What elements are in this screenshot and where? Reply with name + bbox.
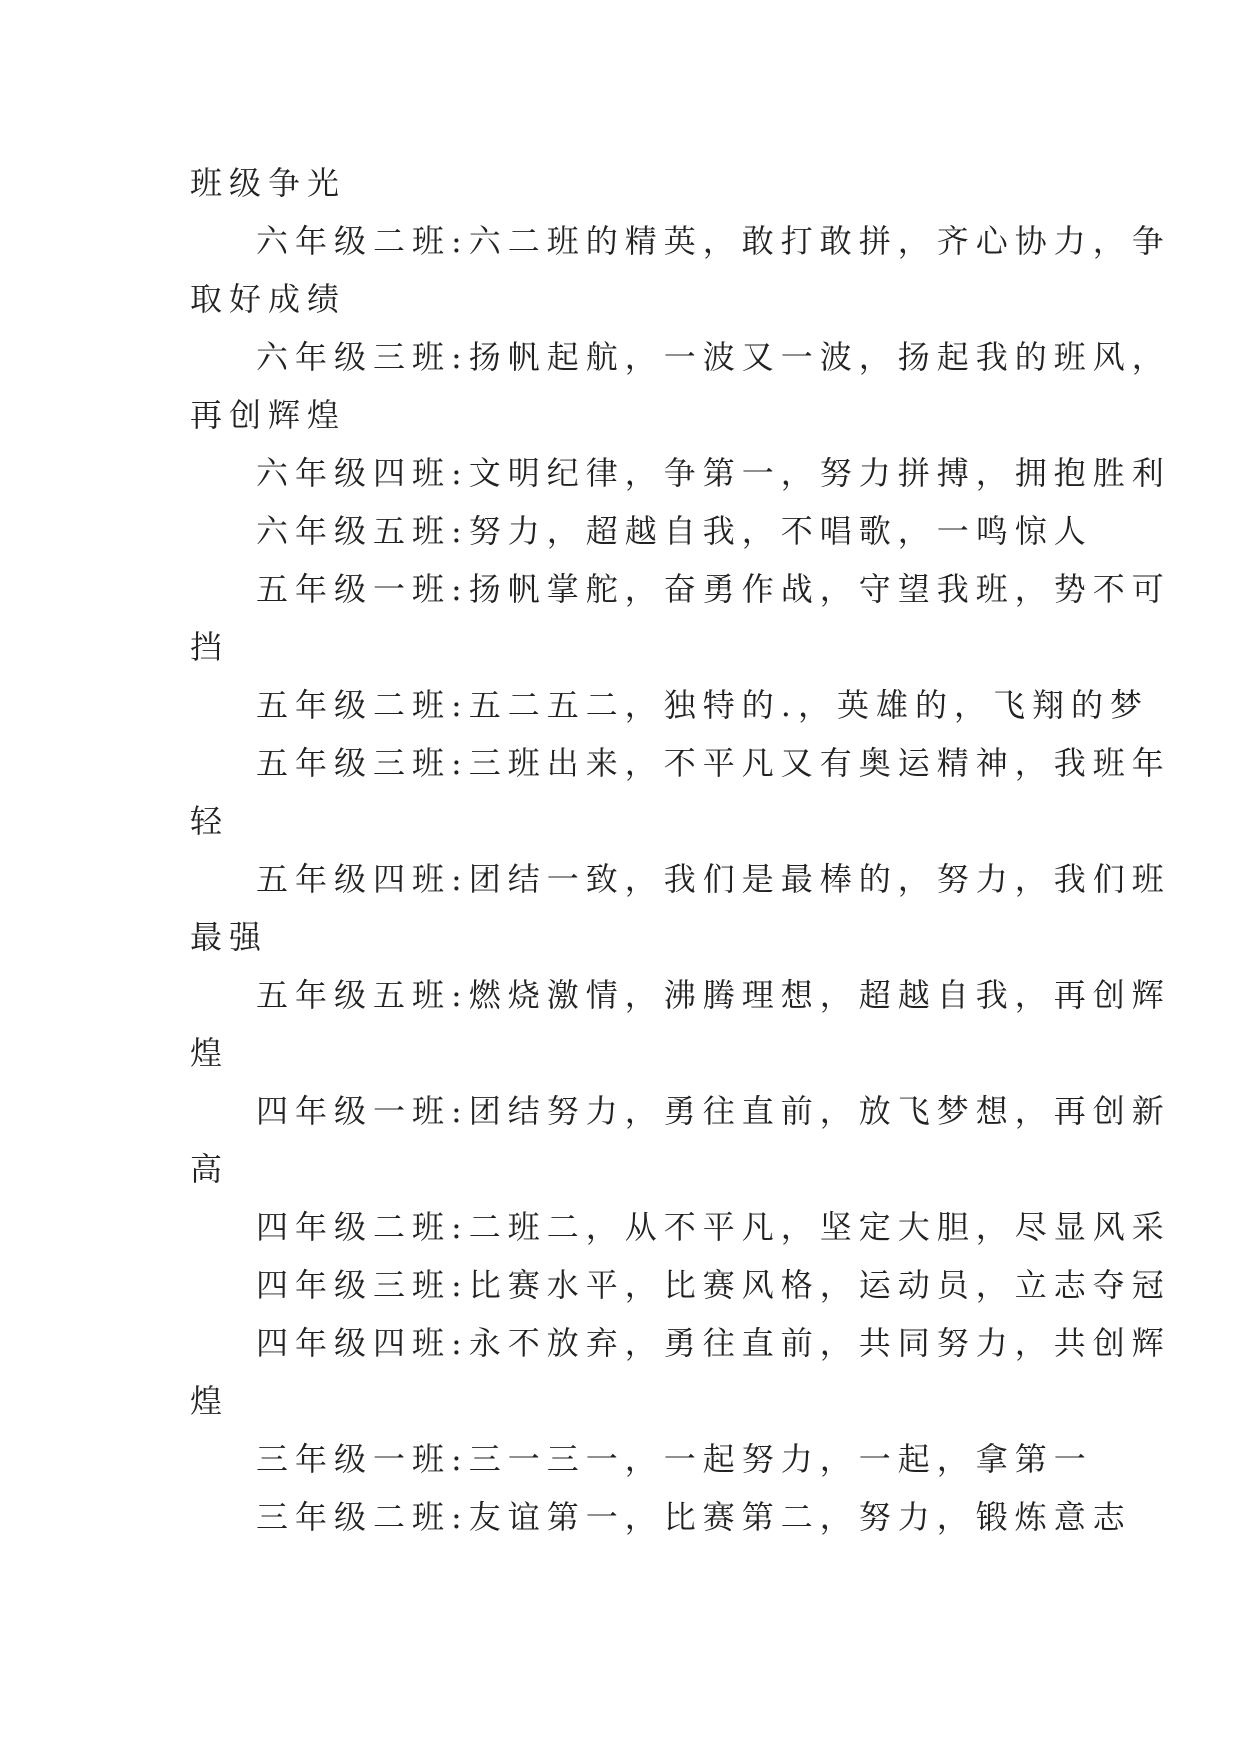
text-line: 五年级三班:三班出来，不平凡又有奥运精神，我班年 bbox=[256, 744, 1171, 782]
text-line: 五年级一班:扬帆掌舵，奋勇作战，守望我班，势不可 bbox=[256, 570, 1171, 608]
text-line: 六年级二班:六二班的精英，敢打敢拼，齐心协力，争 bbox=[256, 222, 1171, 260]
text-line: 四年级四班:永不放弃，勇往直前，共同努力，共创辉 bbox=[256, 1324, 1171, 1362]
text-line: 高 bbox=[190, 1150, 230, 1188]
text-line: 煌 bbox=[190, 1034, 230, 1072]
text-line: 最强 bbox=[190, 918, 269, 956]
text-line: 班级争光 bbox=[190, 164, 347, 202]
text-line: 四年级一班:团结努力，勇往直前，放飞梦想，再创新 bbox=[256, 1092, 1171, 1130]
text-line: 煌 bbox=[190, 1382, 230, 1420]
text-line: 五年级五班:燃烧激情，沸腾理想，超越自我，再创辉 bbox=[256, 976, 1171, 1014]
text-line: 四年级三班:比赛水平，比赛风格，运动员，立志夺冠 bbox=[256, 1266, 1171, 1304]
text-line: 轻 bbox=[190, 802, 230, 840]
text-line: 五年级四班:团结一致，我们是最棒的，努力，我们班 bbox=[256, 860, 1171, 898]
text-line: 六年级四班:文明纪律，争第一，努力拼搏，拥抱胜利 bbox=[256, 454, 1171, 492]
text-line: 三年级一班:三一三一，一起努力，一起，拿第一 bbox=[256, 1440, 1093, 1478]
text-line: 四年级二班:二班二，从不平凡，坚定大胆，尽显风采 bbox=[256, 1208, 1171, 1246]
text-line: 再创辉煌 bbox=[190, 396, 347, 434]
text-line: 六年级五班:努力，超越自我，不唱歌，一鸣惊人 bbox=[256, 512, 1093, 550]
text-line: 六年级三班:扬帆起航，一波又一波，扬起我的班风， bbox=[256, 338, 1171, 376]
text-line: 挡 bbox=[190, 628, 230, 666]
document-body bbox=[190, 154, 1171, 1546]
text-line: 五年级二班:五二五二，独特的.，英雄的，飞翔的梦 bbox=[256, 686, 1149, 724]
text-line: 取好成绩 bbox=[190, 280, 347, 318]
text-line: 三年级二班:友谊第一，比赛第二，努力，锻炼意志 bbox=[256, 1498, 1132, 1536]
